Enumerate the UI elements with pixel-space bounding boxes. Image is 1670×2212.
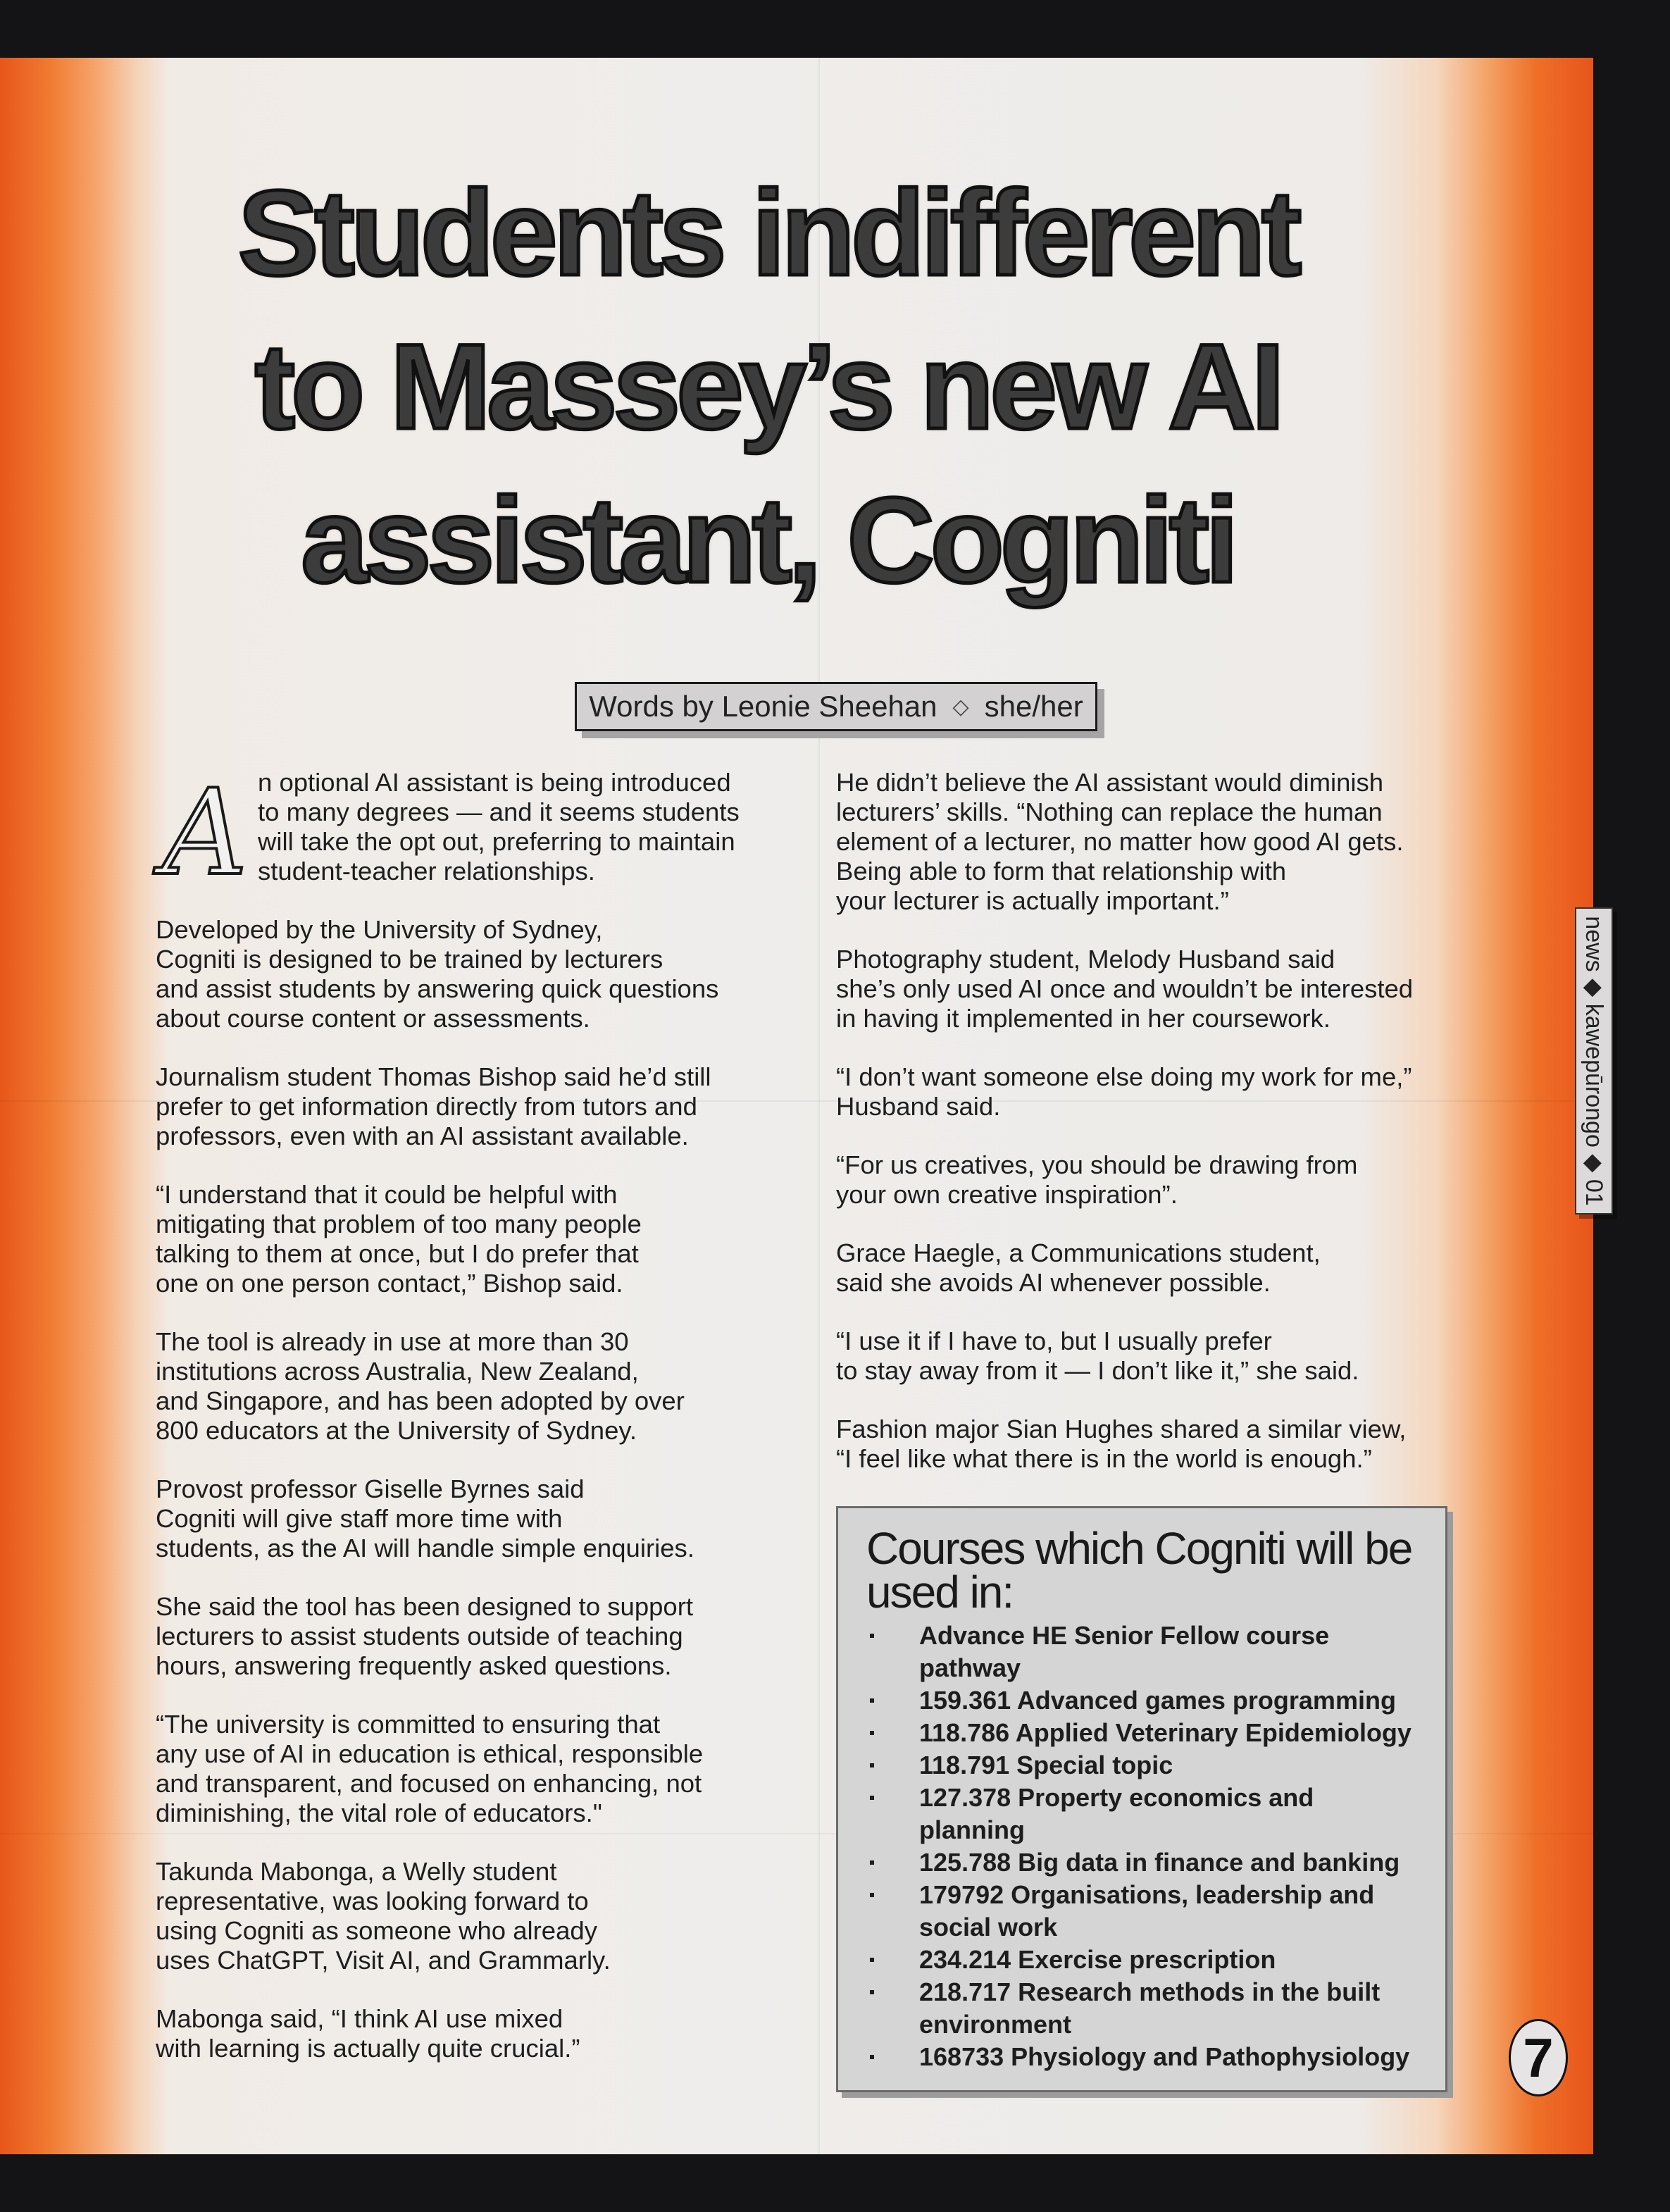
text-line: your own creative inspiration”. xyxy=(836,1180,1178,1209)
list-item-text: environment xyxy=(919,2010,1072,2039)
list-item xyxy=(866,1879,1430,1944)
courses-title: Courses which Cogniti will be used in: xyxy=(866,1523,1412,1617)
paragraph xyxy=(836,945,1470,1033)
article-headline xyxy=(134,156,1402,617)
list-item xyxy=(866,1717,1430,1749)
list-item-text: Advance HE Senior Fellow course xyxy=(919,1621,1330,1650)
paragraph xyxy=(156,1710,790,1828)
list-item xyxy=(866,1944,1430,1976)
text-line: The tool is already in use at more than 30 xyxy=(156,1327,629,1356)
text-line: Grace Haegle, a Communications student, xyxy=(836,1238,1321,1267)
list-item xyxy=(866,1684,1430,1717)
paragraph xyxy=(156,1062,790,1151)
text-line: “I feel like what there is in the world is enough.” xyxy=(836,1444,1372,1473)
text-line: one on one person contact,” Bishop said. xyxy=(156,1269,623,1298)
text-line: 800 educators at the University of Sydney. xyxy=(156,1416,637,1445)
diamond-icon: ◇ xyxy=(952,695,969,719)
list-item-text: 234.214 Exercise prescription xyxy=(919,1945,1276,1974)
text-line: prefer to get information directly from tutors and xyxy=(156,1092,697,1121)
text-line: Provost professor Giselle Byrnes said xyxy=(156,1474,585,1503)
list-item xyxy=(866,1620,1430,1684)
page-number-badge xyxy=(1509,2019,1568,2096)
paragraph xyxy=(156,1180,790,1298)
paragraph xyxy=(156,1327,790,1446)
text-line: n optional AI assistant is being introduced xyxy=(258,768,731,797)
text-line: “I understand that it could be helpful with xyxy=(156,1180,618,1209)
paragraph xyxy=(836,1238,1470,1298)
text-line: will take the opt out, preferring to maintain xyxy=(258,827,735,856)
text-line: Mabonga said, “I think AI use mixed xyxy=(156,2004,563,2033)
paragraph xyxy=(836,1326,1470,1386)
text-line: “The university is committed to ensuring that xyxy=(156,1710,661,1739)
text-line: uses ChatGPT, Visit AI, and Grammarly. xyxy=(156,1946,611,1975)
magazine-page xyxy=(0,58,1593,2154)
list-item-text: 118.791 Special topic xyxy=(919,1751,1173,1779)
paragraph xyxy=(156,2004,790,2063)
text-line: Developed by the University of Sydney, xyxy=(156,915,603,944)
byline-author: Words by Leonie Sheehan xyxy=(589,690,937,723)
text-line: Cogniti will give staff more time with xyxy=(156,1504,563,1533)
text-line: she’s only used AI once and wouldn’t be interested xyxy=(836,974,1414,1003)
list-item-text: 179792 Organisations, leadership and xyxy=(919,1880,1375,1909)
list-item-text: 218.717 Research methods in the built xyxy=(919,1977,1381,2006)
text-line: using Cogniti as someone who already xyxy=(156,1916,597,1945)
text-line: with learning is actually quite crucial.” xyxy=(156,2034,580,2063)
paragraph xyxy=(836,768,1470,916)
text-line: diminishing, the vital role of educators." xyxy=(156,1798,602,1827)
list-item-text: 125.788 Big data in finance and banking xyxy=(919,1848,1400,1877)
text-line: students, as the AI will handle simple enquiries. xyxy=(156,1534,694,1562)
list-item-text: social work xyxy=(919,1913,1058,1941)
text-line: He didn’t believe the AI assistant would diminish xyxy=(836,768,1384,797)
text-line: talking to them at once, but I do prefer that xyxy=(156,1239,639,1268)
text-line: representative, was looking forward to xyxy=(156,1887,589,1915)
byline-box xyxy=(575,682,1097,731)
right-column xyxy=(836,768,1470,1503)
paragraph xyxy=(836,1062,1470,1121)
text-line: Journalism student Thomas Bishop said he’d still xyxy=(156,1062,711,1091)
text-line: mitigating that problem of too many people xyxy=(156,1210,642,1238)
list-item-text: 118.786 Applied Veterinary Epidemiology xyxy=(919,1718,1412,1747)
dropcap-glyph: A xyxy=(162,764,248,902)
text-line: and assist students by answering quick questions xyxy=(156,974,719,1003)
list-item xyxy=(866,1846,1430,1879)
top-border xyxy=(0,0,1670,58)
section-tab-label: news ◆ kawepūrongo ◆ 01 xyxy=(1581,916,1607,1206)
text-line: said she avoids AI whenever possible. xyxy=(836,1268,1271,1297)
text-line: in having it implemented in her coursework. xyxy=(836,1004,1331,1033)
text-line: Photography student, Melody Husband said xyxy=(836,945,1335,974)
text-line: student-teacher relationships. xyxy=(258,857,595,886)
courses-list xyxy=(866,1620,1430,2073)
page-number: 7 xyxy=(1523,2026,1554,2089)
left-column xyxy=(156,764,790,2092)
headline-line-1: Students indifferent xyxy=(237,166,1298,301)
text-line: She said the tool has been designed to support xyxy=(156,1592,694,1621)
text-line: hours, answering frequently asked questions. xyxy=(156,1651,672,1680)
text-line: Fashion major Sian Hughes shared a similar view, xyxy=(836,1415,1407,1443)
headline-line-3: assistant, Cogniti xyxy=(301,473,1235,608)
text-line: to stay away from it — I don’t like it,” she said. xyxy=(836,1356,1359,1385)
text-line: about course content or assessments. xyxy=(156,1004,590,1033)
paragraph xyxy=(156,915,790,1033)
list-item xyxy=(866,1782,1430,1846)
text-line: Husband said. xyxy=(836,1092,1001,1121)
text-line: to many degrees — and it seems students xyxy=(258,797,740,826)
text-line: Cogniti is designed to be trained by lecturers xyxy=(156,945,663,974)
text-line: and transparent, and focused on enhancing, not xyxy=(156,1769,702,1798)
list-item-text: 159.361 Advanced games programming xyxy=(919,1686,1396,1715)
paragraph xyxy=(836,1415,1470,1474)
list-item-text: pathway xyxy=(919,1653,1021,1682)
courses-box xyxy=(836,1506,1447,2092)
list-item xyxy=(866,1976,1430,2041)
paragraph xyxy=(156,1857,790,1975)
headline-line-2: to Massey’s new AI xyxy=(254,319,1281,454)
text-line: “I don’t want someone else doing my work for me,” xyxy=(836,1062,1412,1091)
text-line: any use of AI in education is ethical, responsible xyxy=(156,1739,704,1768)
text-line: “For us creatives, you should be drawing from xyxy=(836,1150,1358,1179)
text-line: lecturers’ skills. “Nothing can replace the human xyxy=(836,797,1383,826)
text-line: Takunda Mabonga, a Welly student xyxy=(156,1857,557,1886)
text-line: lecturers to assist students outside of teaching xyxy=(156,1622,683,1651)
bottom-border xyxy=(0,2154,1670,2212)
byline-pronouns: she/her xyxy=(984,690,1083,723)
text-line: institutions across Australia, New Zealand, xyxy=(156,1357,639,1386)
text-line: “I use it if I have to, but I usually prefer xyxy=(836,1326,1272,1355)
paragraph xyxy=(836,1150,1470,1210)
list-item-text: 127.378 Property economics and xyxy=(919,1783,1314,1812)
dropcap-letter xyxy=(156,764,254,902)
text-line: your lecturer is actually important.” xyxy=(836,886,1229,915)
list-item xyxy=(866,2041,1430,2073)
text-line: and Singapore, and has been adopted by over xyxy=(156,1386,685,1415)
list-item xyxy=(866,1749,1430,1782)
text-line: professors, even with an AI assistant available. xyxy=(156,1121,689,1150)
list-item-text: 168733 Physiology and Pathophysiology xyxy=(919,2042,1410,2071)
paragraph xyxy=(156,1592,790,1681)
paragraph xyxy=(156,1474,790,1563)
text-line: Being able to form that relationship with xyxy=(836,857,1287,886)
section-side-tab xyxy=(1575,907,1613,1214)
list-item-text: planning xyxy=(919,1815,1025,1844)
text-line: element of a lecturer, no matter how good AI gets. xyxy=(836,827,1404,856)
